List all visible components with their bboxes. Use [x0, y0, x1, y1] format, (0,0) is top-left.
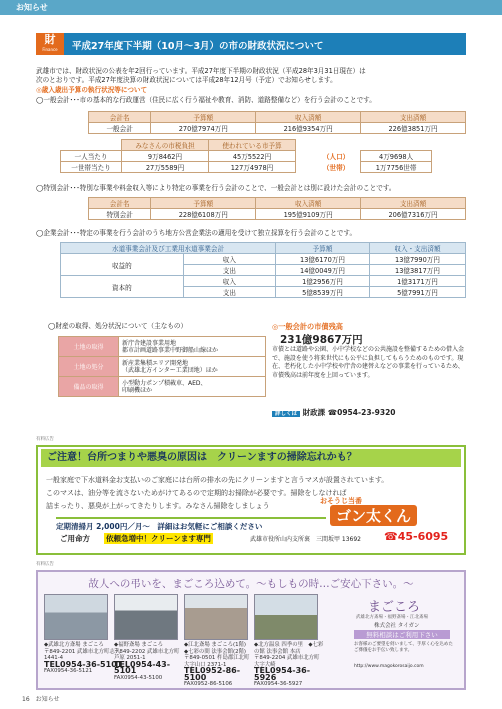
funeral-ad: [36, 570, 466, 690]
shop-info: ◆北方温泉 四季の里 ◆七彩の館 法事会館 本店 〒849-2204 武雄市北方町大字大崎 TEL0954-36-5926 FAX0954-36-5927: [254, 642, 324, 687]
finance-icon: 財 Finance: [36, 33, 64, 55]
debt-text: 市債とは道路や公園、小中学校などの公共施設を整備するための借入金で、施設を使う将来世代にも公平に負担してもらうためのものです。現在、老朽化した小中学校や庁舎の建替えなどの事業を行っているため、市債残高は前年度を上回っています。: [272, 346, 465, 379]
ad1-tag: 有料広告: [36, 437, 54, 442]
brand-small: おそうじ当番: [320, 497, 362, 505]
company-sub: 武雄北方斎場・福野斎場・江北斎場: [356, 615, 428, 620]
hall-photo: [114, 594, 178, 640]
ad1-order: ご用命方: [60, 534, 90, 543]
page-title: 平成27年度下半期（10月～3月）の市の財政状況について: [72, 41, 324, 52]
header-bar: [0, 0, 502, 15]
population-table: （人口） 4万9698人 （世帯） 1万7756世帯: [312, 150, 432, 173]
budget-heading: ◎歳入歳出予算の執行状況等について: [36, 86, 148, 94]
general-desc: ◯一般会計･･･市の基本的な行政運営（住民に広く行う福祉や教育、消防、道路整備など）を行う会計のことです。: [36, 96, 376, 104]
debt-amount: 231億9867万円: [280, 334, 363, 346]
enterprise-table: 水道事業会計及び工業用水道事業会計 予算額 収入・支出済額 収益的 収入 13億6170万円 13億7990万円 支出 14億0049万円 13億3817万円 資本的 収入 1億2956万円 1億3171万円 支出 5億8539万円 5億7991万円: [60, 242, 466, 298]
shop-info: ◆福野斎場 まごころ 〒849-2202 武雄市北方町芦原 2051-1 TEL0954-43-5101 FAX0954-43-5100: [114, 642, 180, 681]
enterprise-desc: ◯企業会計･･･特定の事業を行う会計のうち地方公営企業法の適用を受けて独立採算を行う会計のことです。: [36, 229, 357, 237]
header-label: お知らせ: [16, 3, 48, 12]
ad1-line: 詰まったり、悪臭が上がってきたりします。みなさん掃除をしましょう: [46, 502, 270, 510]
hall-photo: [184, 594, 248, 640]
company-note: お客様のご要望を伺いまして、手厚く心を込めたご葬儀をお手伝い致します。: [354, 642, 453, 653]
consult-badge: 無料相談はご利用下さい: [354, 630, 450, 639]
company-name: 株式会社 タイガン: [374, 623, 420, 629]
special-desc: ◯特別会計･･･特別な事業や料金収入等により特定の事業を行う会計のことで、一般会計とは別に設けた会計のことです。: [36, 184, 396, 192]
shop-info: ◆江北斎場 まごころ(1階) ◆七彩の間 法事会館(2階) 〒849-0501 杵島郡江北町大字山口 2371-1 TEL0952-86-5100 FAX0952-86-5106: [184, 642, 252, 687]
ad1-line: このマスは、油分等を流さないためがけてあるので定期的お掃除が必要です。掃除をしなければ: [46, 489, 347, 497]
burden-table: みなさんの市税負担 使われている市予算 一人当たり 9万8462円 45万5522円 一世帯当たり 27万5589円 127万4978円: [60, 139, 296, 173]
company-logo: まごころ: [368, 600, 421, 615]
ad1-tel: ☎45-6095: [384, 530, 449, 543]
hall-photo: [44, 594, 108, 640]
ad1-address: 武雄市役所山内支所裏 三間坂甲 13692: [250, 536, 361, 543]
cleaning-ad: [36, 445, 466, 555]
intro-text: 武雄市では、財政状況の公表を年2回行っています。平成27年度下半期の財政状況（平成28年3月31日現在）は 次のとおりです。平成27年度決算の財政状況については平成28年12月号（予定）でお知らせします。: [36, 67, 366, 84]
debt-heading: ◎一般会計の市債残高: [272, 322, 343, 331]
ad1-line: 一般家庭で下水道料金お支払いのご家庭には台所の排水の先にクリーンますと言うマスが設置されています。: [46, 476, 389, 484]
property-table: 土地の取得 新庁舎建設事業用地 都市計画道路事業中野御船山線ほか 土地の処分 新産業集積エリア開発地 （武雄北方インター工業団地）ほか 備品の取得 小型動力ポンプ積載車、AED、 印刷機ほか: [58, 336, 266, 397]
ad2-headline: 故人への弔いを、まごころ込めて。～もしもの時…ご安心下さい。～: [88, 578, 414, 590]
shop-info: ◆武雄北方斎場 まごころ 〒849-2201 武雄市北方町志久 1441-4 TEL0954-36-5101 FAX0954-36-5121: [44, 642, 123, 674]
company-web: http://www.magokorosaijo.com: [354, 664, 424, 669]
property-desc: ◯財産の取得、処分状況について（主なもの）: [48, 322, 188, 330]
debt-contact: 詳しくは 財政課 ☎0954-23-9320: [272, 407, 396, 418]
title-banner: [36, 33, 466, 55]
ad1-price: 定期清掃月 2,000円／月～ 詳細はお気軽にご相談ください: [56, 517, 326, 532]
brand-logo: ゴン太くん: [330, 505, 417, 526]
special-account-table: 会計名 予算額 収入済額 支出済額 特別会計 228億6108万円 195億9109万円 206億7316万円: [88, 197, 466, 220]
ad1-urgent: 依頼急増中！クリーンます専門: [106, 534, 211, 543]
general-account-table: 会計名 予算額 収入済額 支出済額 一般会計 270億7974万円 216億9354万円 226億3851万円: [88, 111, 466, 134]
footer: 16 お知らせ: [22, 696, 60, 703]
ad1-headline: ご注意！台所つまりや悪臭の原因は クリーンますの掃除忘れかも？: [41, 449, 461, 467]
hall-photo: [254, 594, 318, 640]
ad2-tag: 有料広告: [36, 562, 54, 567]
